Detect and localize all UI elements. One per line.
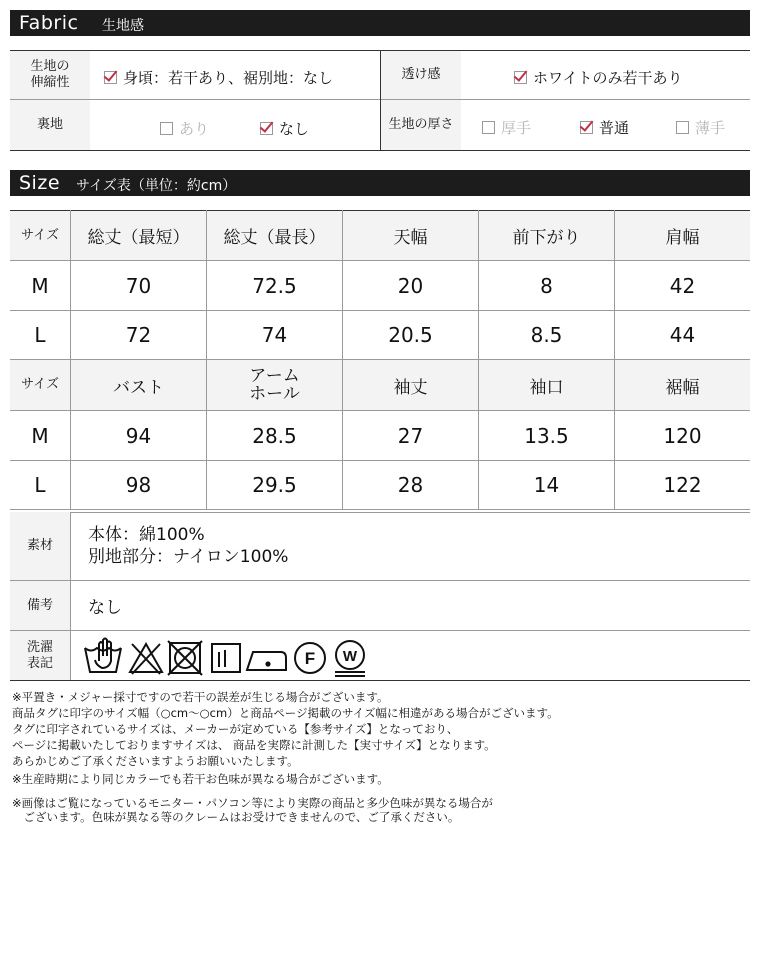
header-length-max: 総丈（最長） bbox=[207, 211, 342, 260]
table-cell: 28.5 bbox=[252, 423, 297, 448]
table-cell: 74 bbox=[261, 323, 288, 347]
header-neck-width: 天幅 bbox=[343, 211, 478, 260]
thickness-option-futsuu bbox=[580, 117, 629, 138]
thickness-option-atsude-label: 厚手 bbox=[501, 119, 532, 137]
checkbox-checked-icon bbox=[260, 122, 273, 135]
footnote-line: 商品タグに印字のサイズ幅（○cm〜○cm）と商品ページ掲載のサイズ幅に相違がある場合がございます。 bbox=[12, 706, 559, 720]
thickness-option-usude-label: 薄手 bbox=[695, 119, 726, 137]
header-front-drop: 前下がり bbox=[479, 211, 614, 260]
line-dry-icon bbox=[212, 644, 240, 672]
dry-clean-f-icon bbox=[295, 643, 325, 673]
no-tumble-dry-icon bbox=[168, 641, 202, 675]
fabric-table bbox=[10, 50, 750, 151]
lining-label: 裏地 bbox=[10, 100, 90, 150]
footnote-line: ※画像はご覧になっているモニター・パソコン等により実際の商品と多少色味が異なる場合が bbox=[12, 796, 493, 810]
notes-value: なし bbox=[88, 598, 122, 618]
header-bust: バスト bbox=[71, 360, 206, 410]
footnote-line: タグに印字されているサイズは、メーカーが定めている【参考サイズ】となっており、 bbox=[12, 722, 459, 736]
table-cell: 122 bbox=[663, 473, 702, 497]
footnote-line: あらかじめご了承くださいますようお願いいたします。 bbox=[12, 754, 299, 768]
table-cell: 72 bbox=[125, 323, 152, 347]
table-cell: 44 bbox=[669, 323, 696, 347]
size-col-header: サイズ bbox=[10, 360, 70, 410]
no-bleach-icon bbox=[130, 644, 162, 674]
notes-label: 備考 bbox=[10, 581, 70, 630]
table-cell: 42 bbox=[669, 273, 696, 298]
footnote-line: ページに掲載いたしておりますサイズは、 商品を実際に計測した【実寸サイズ】となります。 bbox=[12, 738, 496, 752]
table-cell: 8 bbox=[540, 273, 553, 298]
stretch-value-text: 身頃：若干あり、裾別地：なし bbox=[123, 69, 334, 87]
size-title-en: Size bbox=[19, 172, 61, 194]
care-icons bbox=[82, 634, 372, 678]
material-line: 本体：綿100% bbox=[88, 525, 205, 545]
table-cell: 27 bbox=[397, 423, 424, 448]
table-cell: 8.5 bbox=[530, 323, 563, 347]
table-cell: 72.5 bbox=[252, 273, 297, 298]
header-armhole: アーム ホール bbox=[207, 360, 342, 410]
wet-clean-letter: W bbox=[342, 648, 358, 665]
header-sleeve-length: 袖丈 bbox=[343, 360, 478, 410]
size-table bbox=[10, 210, 750, 512]
footnote-line: ※生産時期により同じカラーでも若干お色味が異なる場合がございます。 bbox=[12, 772, 389, 786]
size-col-header: サイズ bbox=[10, 211, 70, 260]
checkbox-unchecked-icon bbox=[160, 122, 173, 135]
checkbox-checked-icon bbox=[104, 71, 117, 84]
material-label: 素材 bbox=[10, 512, 70, 580]
sheer-label: 透け感 bbox=[381, 51, 461, 99]
table-cell: 98 bbox=[125, 473, 152, 497]
lining-option-nashi-label: なし bbox=[279, 120, 310, 138]
table-row-size: L bbox=[34, 473, 46, 497]
table-row-size: M bbox=[31, 423, 49, 448]
lining-option-ari bbox=[160, 118, 209, 139]
header-length-min: 総丈（最短） bbox=[71, 211, 206, 260]
table-cell: 94 bbox=[125, 423, 152, 448]
wet-clean-w-icon bbox=[335, 641, 365, 676]
thickness-option-futsuu-label: 普通 bbox=[599, 119, 630, 137]
table-row-size: L bbox=[34, 323, 46, 347]
lining-option-nashi bbox=[260, 118, 309, 139]
thickness-label: 生地の厚さ bbox=[381, 100, 461, 150]
table-cell: 20.5 bbox=[388, 323, 433, 347]
table-cell: 28 bbox=[397, 473, 424, 497]
checkbox-unchecked-icon bbox=[676, 121, 689, 134]
iron-low-icon bbox=[247, 652, 286, 670]
lining-option-ari-label: あり bbox=[179, 120, 210, 138]
header-hem-width: 裾幅 bbox=[615, 360, 750, 410]
table-cell: 120 bbox=[663, 423, 702, 448]
table-cell: 14 bbox=[533, 473, 560, 497]
material-value bbox=[88, 524, 288, 568]
fabric-section-header bbox=[10, 10, 750, 36]
footnote-line: ※平置き・メジャー採寸ですので若干の誤差が生じる場合がございます。 bbox=[12, 690, 389, 704]
details-table bbox=[10, 512, 750, 682]
checkbox-unchecked-icon bbox=[482, 121, 495, 134]
fabric-title-en: Fabric bbox=[19, 12, 79, 34]
dry-clean-letter: F bbox=[304, 649, 316, 668]
table-row-size: M bbox=[31, 273, 49, 298]
stretch-value bbox=[104, 67, 333, 88]
header-cuff: 袖口 bbox=[479, 360, 614, 410]
hand-wash-icon bbox=[85, 639, 121, 673]
size-section-header bbox=[10, 170, 750, 196]
fabric-title-jp: 生地感 bbox=[102, 18, 144, 34]
table-cell: 29.5 bbox=[252, 473, 297, 497]
thickness-option-usude bbox=[676, 117, 725, 138]
checkbox-checked-icon bbox=[514, 71, 527, 84]
checkbox-checked-icon bbox=[580, 121, 593, 134]
material-line: 別地部分：ナイロン100% bbox=[88, 547, 289, 567]
table-cell: 70 bbox=[125, 273, 152, 298]
thickness-option-atsude bbox=[482, 117, 531, 138]
sheer-value bbox=[514, 67, 683, 88]
table-cell: 13.5 bbox=[524, 423, 569, 448]
header-shoulder: 肩幅 bbox=[615, 211, 750, 260]
care-label: 洗濯 表記 bbox=[10, 631, 70, 680]
footnote-line: ございます。色味が異なる等のクレームはお受けできませんので、ご了承ください。 bbox=[12, 810, 460, 824]
table-cell: 20 bbox=[397, 273, 424, 298]
sheer-value-text: ホワイトのみ若干あり bbox=[533, 69, 683, 87]
stretch-label: 生地の 伸縮性 bbox=[10, 51, 90, 99]
size-title-jp: サイズ表（単位：約cm） bbox=[76, 178, 237, 194]
